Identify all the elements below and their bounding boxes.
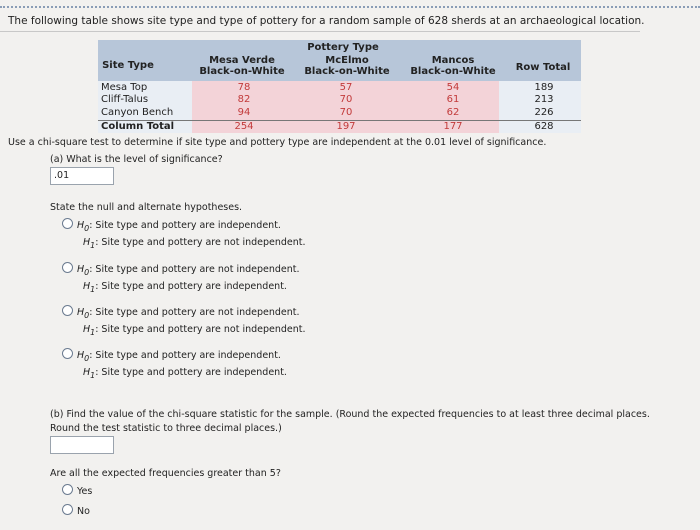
part-b-question-line1: (b) Find the value of the chi-square statistic for the sample. (Round the expected frequencies to at least three decimal places. [50, 409, 650, 420]
h1-text: : Site type and pottery are independent. [95, 367, 287, 378]
h0-symbol: $H_0$ [77, 220, 90, 233]
table-cell: 70 [339, 94, 353, 105]
hypothesis-option-1-alt [83, 237, 306, 250]
h0-text: : Site type and pottery are independent. [89, 350, 281, 361]
radio-button[interactable] [62, 218, 73, 229]
column-header-line1: Mesa Verde [209, 55, 275, 66]
column-header-line2: Black-on-White [199, 66, 285, 77]
expected-frequencies-question: Are all the expected frequencies greater than 5? [50, 468, 281, 479]
row-total-header: Row Total [515, 62, 571, 73]
h1-symbol: $H_1$ [83, 237, 96, 250]
significance-value: .01 [54, 170, 70, 181]
h0-text: : Site type and pottery are independent. [89, 220, 281, 231]
instruction-text: Use a chi-square test to determine if site type and pottery type are independent at the 0.01 level of significance. [8, 137, 547, 148]
h1-symbol: $H_1$ [83, 281, 96, 294]
table-cell: 82 [237, 94, 251, 105]
table-cell-total: 226 [534, 107, 554, 118]
part-b-question-line2: Round the test statistic to three decimal places.) [50, 423, 282, 434]
row-label: Canyon Bench [101, 107, 174, 118]
hypothesis-option-4[interactable] [62, 348, 281, 363]
radio-button[interactable] [62, 305, 73, 316]
radio-button[interactable] [62, 262, 73, 273]
hypothesis-option-1[interactable] [62, 218, 281, 233]
radio-button[interactable] [62, 348, 73, 359]
h1-symbol: $H_1$ [83, 324, 96, 337]
site-type-header: Site Type [102, 60, 154, 71]
column-header-line2: Black-on-White [410, 66, 496, 77]
table-cell: 94 [237, 107, 251, 118]
h1-symbol: $H_1$ [83, 367, 96, 380]
column-header-line2: Black-on-White [304, 66, 390, 77]
hypotheses-prompt: State the null and alternate hypotheses. [50, 202, 243, 213]
intro-divider [0, 31, 640, 32]
row-label: Cliff-Talus [101, 94, 149, 105]
column-header-line1: Mancos [431, 55, 475, 66]
h0-symbol: $H_0$ [77, 350, 90, 363]
radio-button[interactable] [62, 504, 73, 515]
column-header-mesa-verde [192, 55, 292, 77]
radio-button[interactable] [62, 484, 73, 495]
part-a-question: (a) What is the level of significance? [50, 154, 223, 165]
hypothesis-option-2[interactable] [62, 262, 300, 277]
expected-option-yes[interactable] [62, 484, 92, 497]
table-cell: 54 [446, 82, 460, 93]
pottery-type-header: Pottery Type [307, 42, 379, 53]
column-total-cell: 177 [443, 121, 463, 132]
contingency-table [98, 40, 581, 133]
column-total-cell: 197 [336, 121, 356, 132]
table-cell: 70 [339, 107, 353, 118]
option-label: Yes [77, 486, 93, 497]
hypothesis-option-3-alt [83, 324, 306, 337]
row-label: Mesa Top [101, 82, 148, 93]
table-cell: 62 [446, 107, 460, 118]
significance-input[interactable] [50, 167, 114, 185]
chi-square-input[interactable] [50, 436, 114, 454]
table-cell-total: 189 [534, 82, 554, 93]
table-cell-total: 213 [534, 94, 554, 105]
h1-text: : Site type and pottery are not independent. [95, 237, 306, 248]
column-header-mancos [403, 55, 503, 77]
table-cell: 57 [339, 82, 353, 93]
table-cell: 61 [446, 94, 460, 105]
option-label: No [77, 506, 90, 517]
column-total-label: Column Total [101, 121, 175, 132]
table-cell: 78 [237, 82, 251, 93]
column-header-mcelmo [297, 55, 397, 77]
expected-option-no[interactable] [62, 504, 90, 517]
h0-symbol: $H_0$ [77, 307, 90, 320]
column-total-cell: 254 [234, 121, 254, 132]
h1-text: : Site type and pottery are not independent. [95, 324, 306, 335]
h0-text: : Site type and pottery are not independent. [89, 307, 300, 318]
h1-text: : Site type and pottery are independent. [95, 281, 287, 292]
hypothesis-option-2-alt [83, 281, 287, 294]
hypothesis-option-3[interactable] [62, 305, 300, 320]
column-header-line1: McElmo [325, 55, 369, 66]
hypothesis-option-4-alt [83, 367, 287, 380]
h0-text: : Site type and pottery are not independent. [89, 264, 300, 275]
h0-symbol: $H_0$ [77, 264, 90, 277]
grand-total-cell: 628 [534, 121, 554, 132]
intro-text: The following table shows site type and type of pottery for a random sample of 628 sherds at an archaeological location. [8, 15, 645, 27]
top-divider [0, 6, 700, 8]
